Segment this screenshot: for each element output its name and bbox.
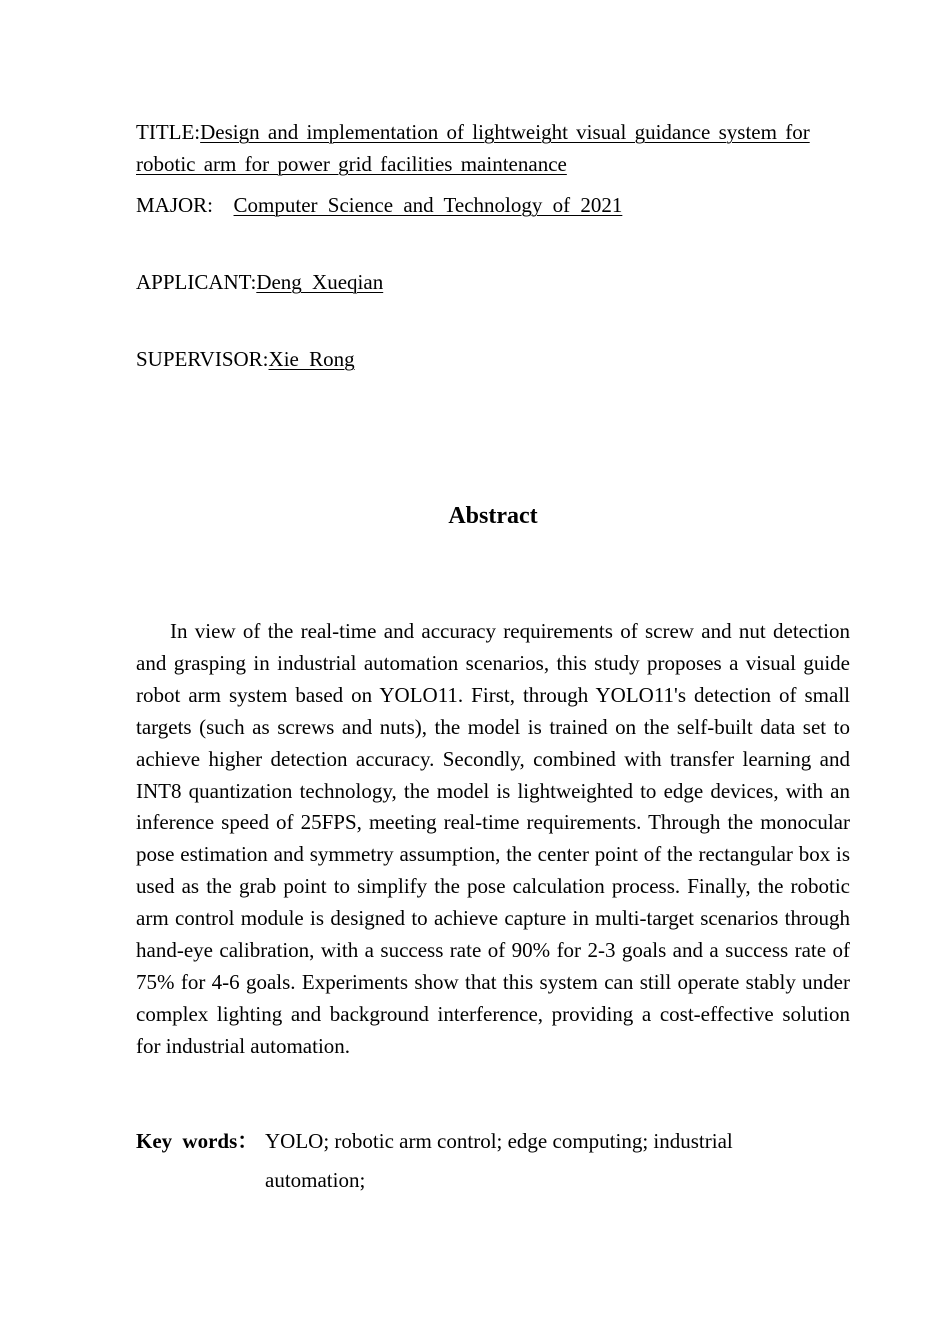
title-value: Design and implementation of lightweight visual guidance system for robotic arm for power grid facilities maintenance [136,120,810,176]
abstract-body: In view of the real-time and accuracy requirements of screw and nut detection and grasping in industrial automation scenarios, this study proposes a visual guide robot arm system based on YOLO11. First, through YOLO11's detection of small targets (such as screws and nuts), the model is trained on the self-built data set to achieve higher detection accuracy. Secondly, combined with transfer learning and INT8 quantization technology, the model is lightweighted to edge devices, with an inference speed of 25FPS, meeting real-time requirements. Through the monocular pose estimation and symmetry assumption, the center point of the rectangular box is used as the grab point to simplify the pose calculation process. Finally, the robotic arm control module is designed to achieve capture in multi-target scenarios through hand-eye calibration, with a success rate of 90% for 2-3 goals and a success rate of 75% for 4-6 goals. Experiments show that this system can still operate stably under complex lighting and background interference, providing a cost-effective solution for industrial automation. [136,619,850,1058]
title-label: TITLE: [136,120,201,144]
major-value: Computer Science and Technology of 2021 [233,193,623,217]
supervisor-value: Xie Rong [268,347,355,371]
supervisor-field [136,343,355,375]
keywords-label: Key words： [136,1129,259,1153]
title-field [136,116,866,180]
keywords-block [136,1122,850,1200]
applicant-value: Deng Xueqian [256,270,384,294]
major-label: MAJOR: [136,193,214,217]
supervisor-label: SUPERVISOR: [136,347,269,371]
applicant-field [136,266,383,298]
keywords-text: YOLO; robotic arm control; edge computing; industrial automation; [265,1129,733,1192]
applicant-label: APPLICANT: [136,270,257,294]
major-field [136,189,622,221]
abstract-heading: Abstract [448,503,538,529]
